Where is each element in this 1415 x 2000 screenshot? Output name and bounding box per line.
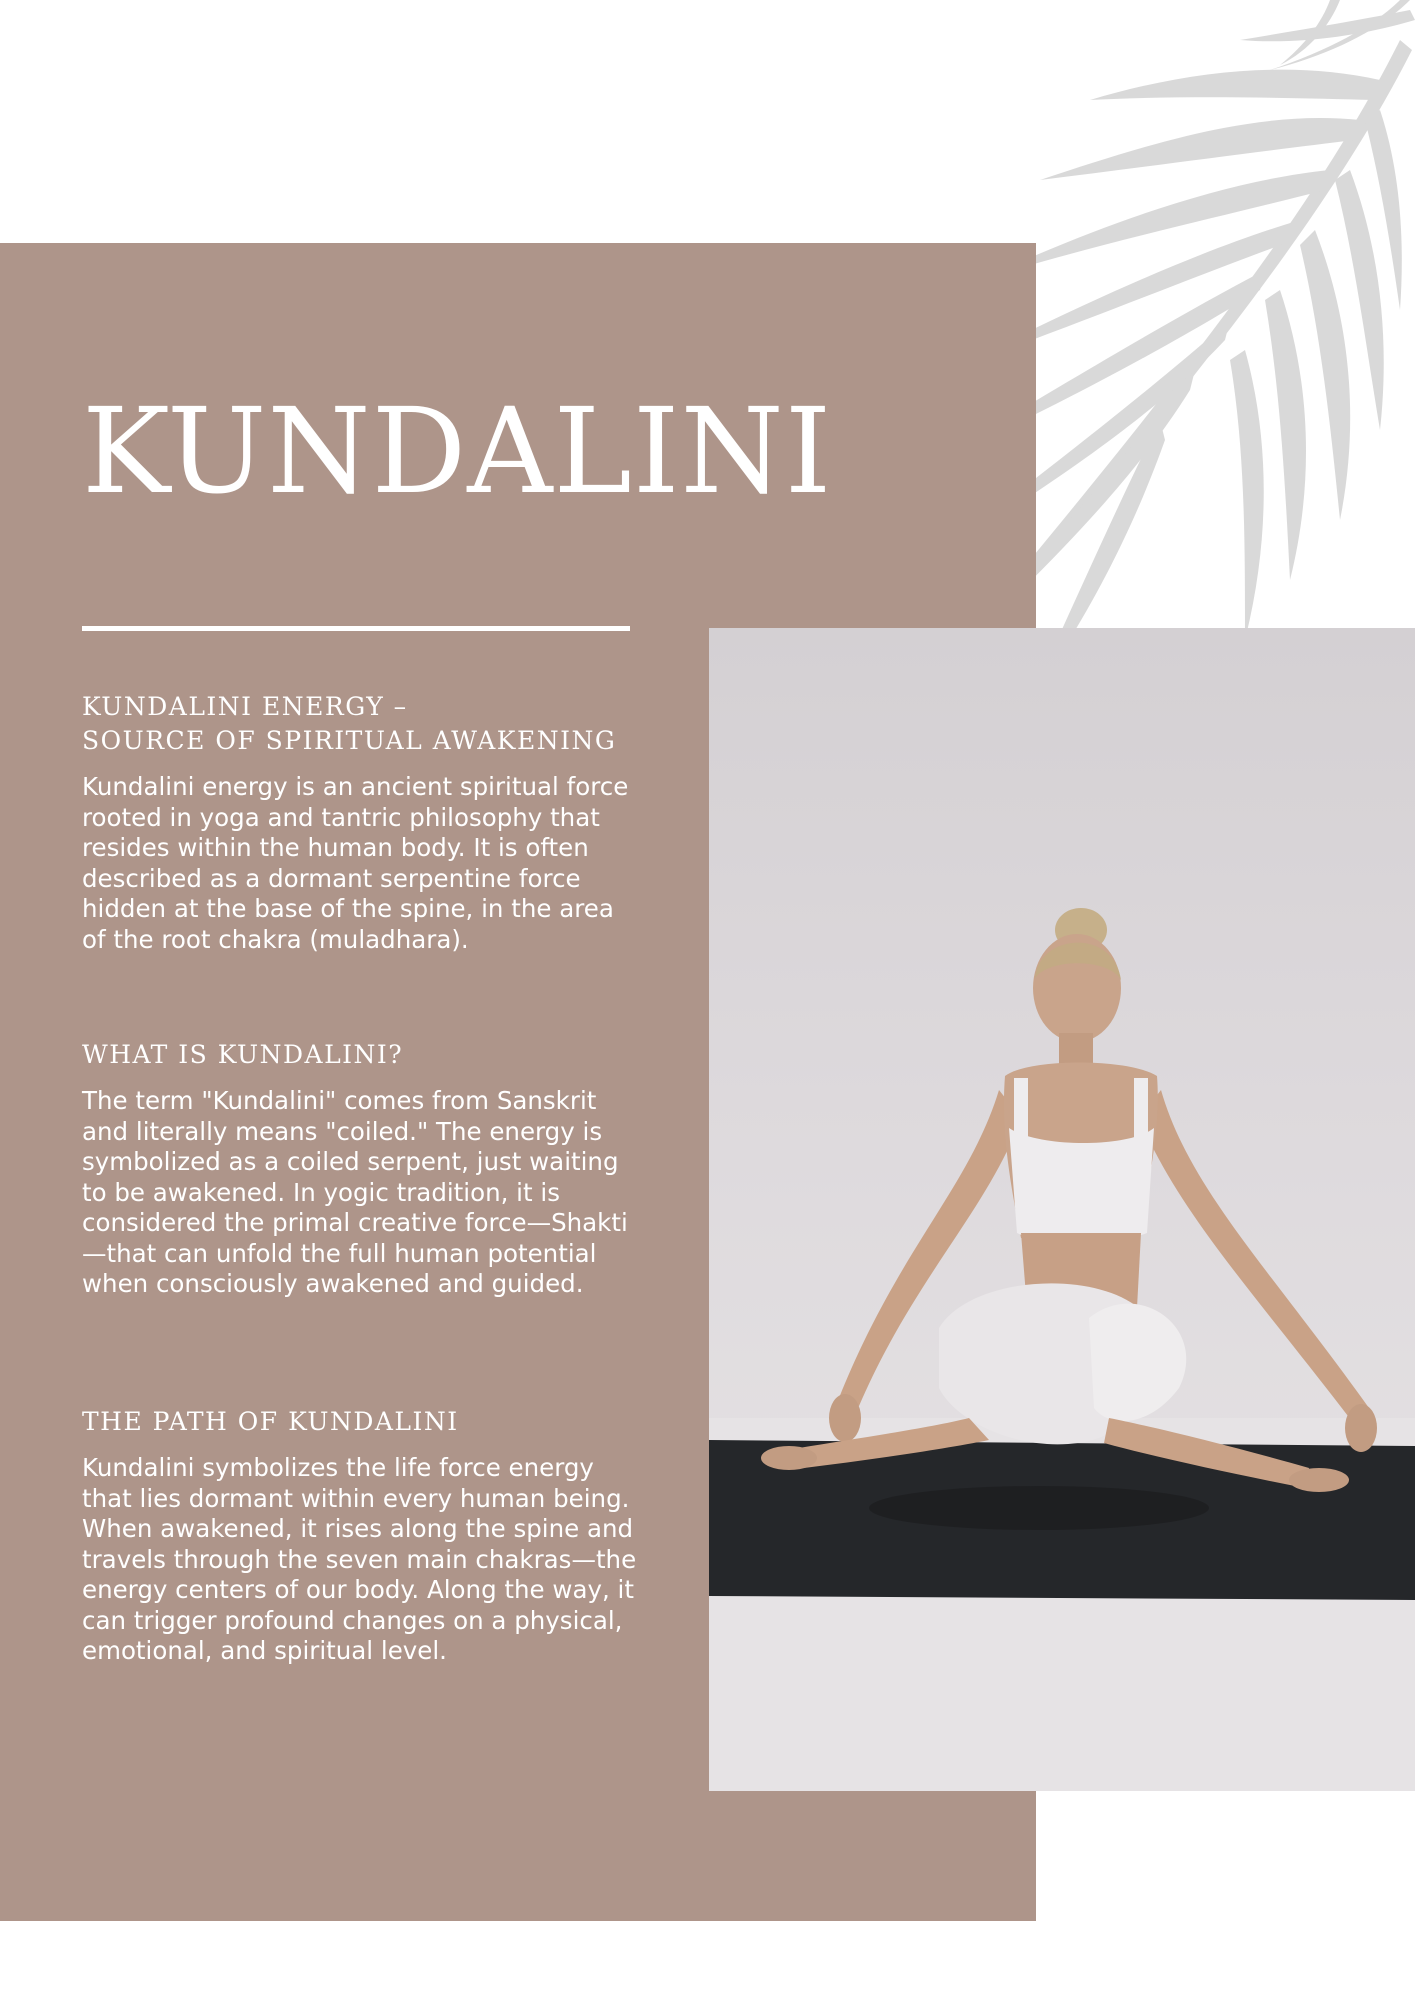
section-heading-line-1: THE PATH OF KUNDALINI (82, 1407, 459, 1436)
yoga-photo (709, 628, 1415, 1791)
yoga-figure-icon (709, 628, 1415, 1791)
section-heading (82, 1038, 682, 1072)
section-heading-line-1: KUNDALINI ENERGY – (82, 692, 408, 721)
section-what-is-kundalini (82, 1038, 682, 1300)
section-path-of-kundalini (82, 1405, 682, 1667)
section-body: The term "Kundalini" comes from Sanskrit and literally means "coiled." The energy is symbolized as a coiled serpent, just waiting to be awakened. In yogic tradition, it is considered the primal creative force—Shakti —that can unfold the full human potential when consciously awakened and guided. (82, 1086, 628, 1298)
section-kundalini-energy (82, 690, 682, 955)
section-heading (82, 1405, 682, 1439)
section-heading-line-2: SOURCE OF SPIRITUAL AWAKENING (82, 726, 617, 755)
section-heading (82, 690, 682, 758)
section-body: Kundalini symbolizes the life force energy that lies dormant within every human being. When awakened, it rises along the spine and travels through the seven main chakras—the energy centers of our body. Along the way, it can trigger profound changes on a physical, emotional, and spiritual level. (82, 1453, 637, 1665)
section-body: Kundalini energy is an ancient spiritual force rooted in yoga and tantric philosophy that resides within the human body. It is often described as a dormant serpentine force hidden at the base of the spine, in the area of the root chakra (muladhara). (82, 772, 629, 954)
page-title: KUNDALINI (82, 382, 833, 520)
section-heading-line-1: WHAT IS KUNDALINI? (82, 1040, 404, 1069)
title-divider (82, 626, 630, 631)
